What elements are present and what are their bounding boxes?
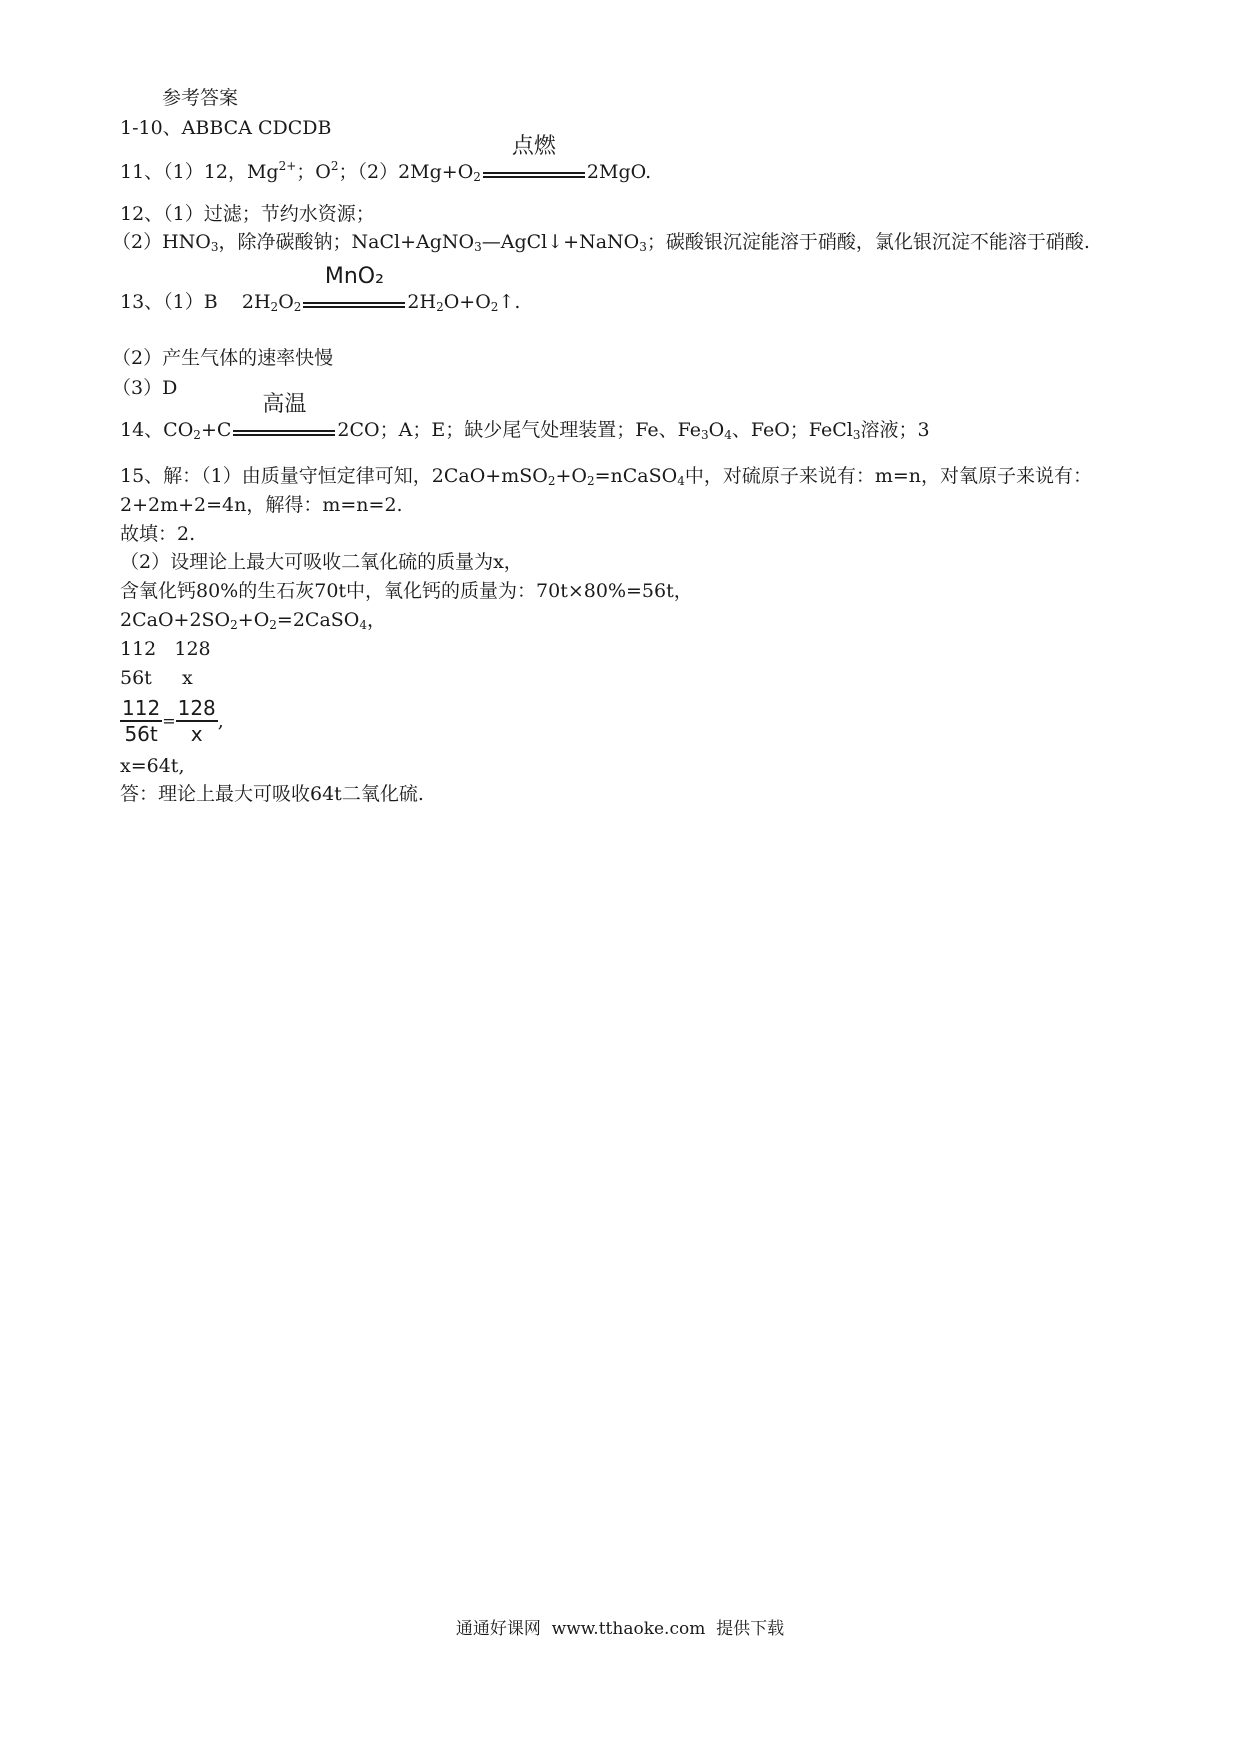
reaction-condition-catalyst: MnO₂	[301, 290, 407, 314]
answer-15-line1: 15、解：（1）由质量守恒定律可知，$2CaO+mSO_2+O_2=nCaSO_4$中，对硫原子来说有：m=n，对氧原子来说有：	[120, 465, 1093, 488]
fraction-right: $\frac{128}{x}$	[177, 696, 216, 746]
page-title: 参考答案	[162, 87, 239, 109]
answer-1-10: 1-10、ABBCA CDCDB	[120, 117, 332, 139]
answer-11: 11、（1）12，$Mg^{2+}$；$O^2$；$(2)2Mg+O_2$ 点燃 2MgO.	[120, 134, 652, 184]
answer-15-proportion: $\frac{112}{56t}$ = $\frac{128}{x}$ ,	[122, 696, 224, 746]
answer-15-final: 答：理论上最大可吸收64t二氧化硫.	[120, 783, 424, 805]
answer-15-equation: $2CaO+2SO_2+O_2=2CaSO_4$，	[120, 609, 387, 632]
double-line	[303, 302, 405, 308]
answer-15-line5: 含氧化钙80%的生石灰70t中，氧化钙的质量为：70t×80%=56t，	[120, 580, 693, 602]
double-line	[483, 172, 585, 178]
answer-13-part3: （3）D	[112, 377, 178, 399]
fraction-left: $\frac{112}{56t}$	[122, 696, 161, 746]
answer-15-line3: 故填：2.	[120, 523, 196, 545]
reaction-condition-ignite: 点燃	[481, 160, 587, 184]
answer-14: 14、$CO_2+C$ 高温 2CO；A；E；缺少尾气处理装置；Fe、$Fe_3O_4$、FeO；FeCl$_3$溶液；3	[120, 392, 930, 442]
answer-13-part2: （2）产生气体的速率快慢	[112, 347, 334, 369]
answer-15-ratio-row2: 56t x	[120, 667, 193, 689]
answer-12-part1: 12、（1）过滤；节约水资源；	[120, 203, 375, 225]
page-footer: 通通好课网 www.tthaoke.com 提供下载	[455, 1619, 785, 1639]
double-line	[233, 430, 335, 436]
reaction-condition-high-temp: 高温	[231, 418, 337, 442]
answer-15-line4: （2）设理论上最大可吸收二氧化硫的质量为x，	[120, 551, 523, 573]
answer-15-result: x=64t,	[120, 755, 185, 777]
answer-13-part1: 13、（1）B $2H_2O_2$ MnO₂ $2H_2O+O_2↑$.	[120, 264, 521, 314]
answer-15-line2: 2+2m+2=4n，解得：m=n=2.	[120, 494, 403, 516]
answer-15-ratio-row1: 112 128	[120, 638, 211, 660]
answer-12-part2: $(2)HNO_3$，除净碳酸钠；NaCl+AgNO$_3$—AgCl↓+NaNO$_3$；碳酸银沉淀能溶于硝酸，氯化银沉淀不能溶于硝酸.	[112, 231, 1090, 254]
